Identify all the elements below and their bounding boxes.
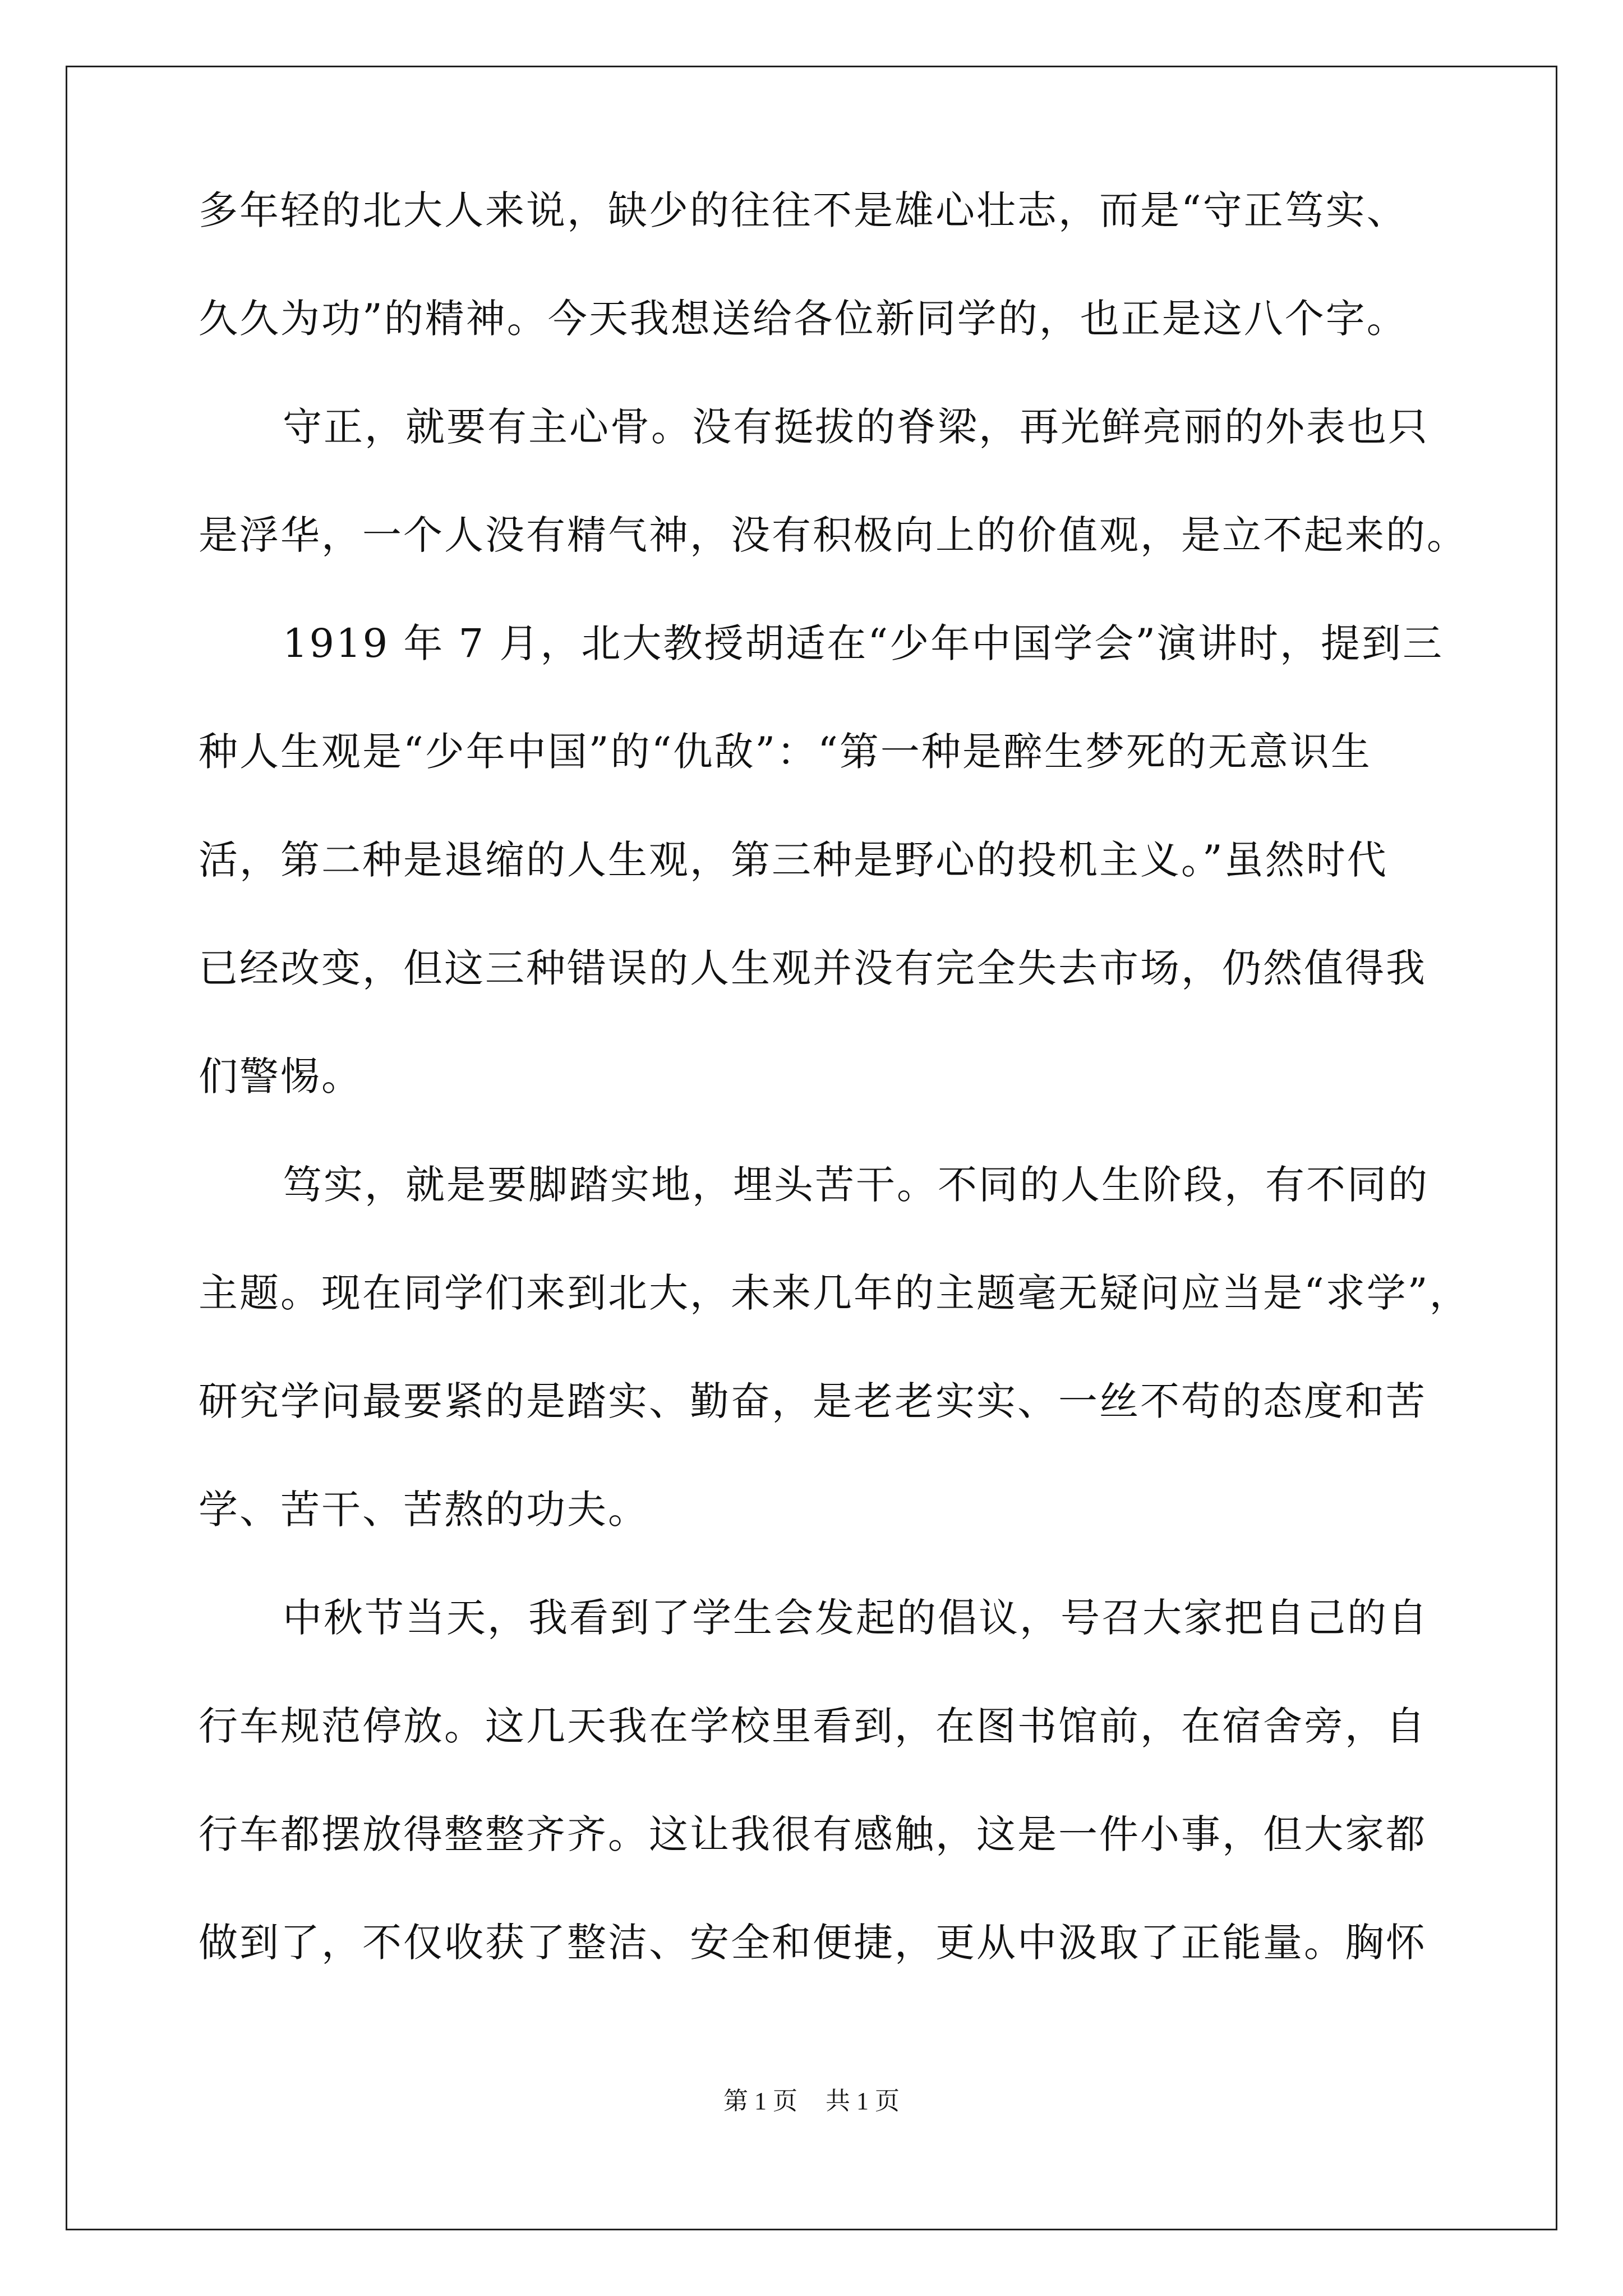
page-border (66, 66, 1557, 2230)
text-line: 做到了，不仅收获了整洁、安全和便捷，更从中汲取了正能量。胸怀 (199, 1920, 1427, 1966)
text-line: 主题。现在同学们来到北大，未来几年的主题毫无疑问应当是“求学”， (199, 1270, 1470, 1316)
text-line: 是浮华，一个人没有精气神，没有积极向上的价值观，是立不起来的。 (199, 512, 1468, 558)
text-line: 已经改变，但这三种错误的人生观并没有完全失去市场，仍然值得我 (199, 945, 1427, 991)
paragraph-start-line: 守正，就要有主心骨。没有挺拔的脊梁，再光鲜亮丽的外表也只 (283, 404, 1429, 450)
text-line: 行车都摆放得整整齐齐。这让我很有感触，这是一件小事，但大家都 (199, 1811, 1427, 1857)
text-line: 行车规范停放。这几天我在学校里看到，在图书馆前，在宿舍旁，自 (199, 1703, 1427, 1749)
page-footer (0, 2086, 1623, 2117)
text-line: 久久为功”的精神。今天我想送给各位新同学的，也正是这八个字。 (199, 296, 1408, 342)
text-line: 们警惕。 (199, 1053, 362, 1099)
text-line: 多年轻的北大人来说，缺少的往往不是雄心壮志，而是“守正笃实、 (199, 187, 1408, 233)
text-line: 学、苦干、苦熬的功夫。 (199, 1487, 649, 1533)
text-line: 研究学问最要紧的是踏实、勤奋，是老老实实、一丝不苟的态度和苦 (199, 1378, 1427, 1424)
text-line: 活，第二种是退缩的人生观，第三种是野心的投机主义。”虽然时代 (199, 837, 1388, 883)
paragraph-start-line: 笃实，就是要脚踏实地，埋头苦干。不同的人生阶段，有不同的 (283, 1162, 1429, 1208)
page-number: 第 1 页 (723, 2087, 797, 2115)
page-count: 共 1 页 (826, 2087, 900, 2115)
paragraph-start-line: 1919 年 7 月，北大教授胡适在“少年中国学会”演讲时，提到三 (283, 620, 1444, 666)
paragraph-start-line: 中秋节当天，我看到了学生会发起的倡议，号召大家把自己的自 (283, 1595, 1429, 1641)
text-line: 种人生观是“少年中国”的“仇敌”：“第一种是醉生梦死的无意识生 (199, 729, 1372, 775)
